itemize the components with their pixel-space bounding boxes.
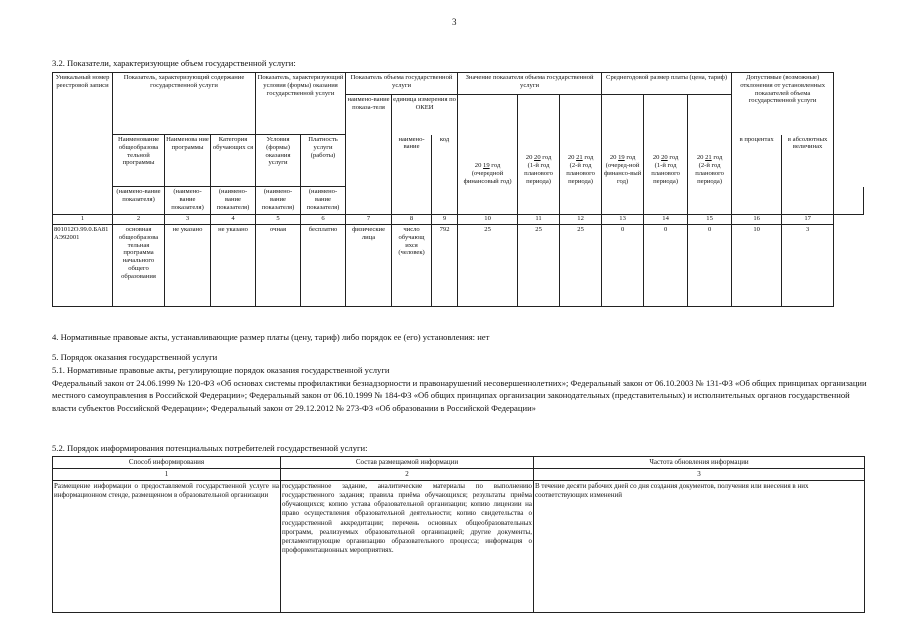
section-5-1-text: Федеральный закон от 24.06.1999 № 120-ФЗ «Об основах системы профилактики безнадзорности и правонарушений несовершеннолетних»; Федеральный закон от 06.10.2003 № 131-ФЗ «Об общих принципах организации местного самоуправления в Российской Федерации»; Федеральный закон от 06.10.1999 № 184-ФЗ «Об общих принципах организации законодательных (представительных) и исполнительных органов государственной власти субъектов Российской Федерации»; Федеральный закон от 29.12.2012 № 273-ФЗ «Об образовании в Российской Федерации» — [52, 378, 867, 413]
cell-deviation-percent: 10 — [732, 225, 782, 307]
header-information-content: Состав размещаемой информации — [281, 457, 534, 469]
blank-cell — [834, 187, 864, 215]
column-number: 13 — [602, 215, 644, 225]
column-number: 14 — [644, 215, 688, 225]
column-number: 17 — [782, 215, 834, 225]
column-number: 5 — [256, 215, 301, 225]
header-volume-value: Значение показателя объема государственной услуги — [458, 73, 602, 95]
cell-registry-number: 801012О.99.0.БА81АЭ92001 — [53, 225, 113, 307]
volume-indicators-table — [52, 72, 864, 307]
blank-cell — [644, 187, 688, 215]
blank-cell — [688, 187, 732, 215]
subheader-service-form: Условия (формы) оказания услуги — [256, 135, 301, 187]
header-fee-year-2: 20 20 год (1-й год планового периода) — [644, 95, 688, 187]
column-number: 3 — [534, 469, 865, 481]
informing-table — [52, 456, 865, 613]
subheader-deviation-absolute: в абсолютных величинах — [782, 135, 834, 215]
cell-fee-year-1: 0 — [602, 225, 644, 307]
header-year-3: 20 21 год (2-й год планового периода) — [560, 95, 602, 187]
header-update-frequency: Частота обновления информации — [534, 457, 865, 469]
cell-service-form: очная — [256, 225, 301, 307]
subheader-service-payment: Платность услуги (работы) — [301, 135, 346, 187]
column-number: 9 — [432, 215, 458, 225]
section-3-2-heading: 3.2. Показатели, характеризующие объем государственной услуги: — [52, 58, 296, 68]
column-number: 10 — [458, 215, 518, 225]
column-number: 8 — [392, 215, 432, 225]
subheader-program: Наименова ние программы — [165, 135, 211, 187]
cell-unit-code: 792 — [432, 225, 458, 307]
section-4-text: 4. Нормативные правовые акты, устанавливающие размер платы (цену, тариф) либо порядок ее (его) установления: нет — [52, 332, 490, 342]
column-number: 3 — [165, 215, 211, 225]
cell-informing-method: Размещение информации о предоставляемой государственной услуге на информационном стенде, размещенном в образовательной организации — [53, 481, 281, 613]
header-informing-method: Способ информирования — [53, 457, 281, 469]
header-average-fee: Среднегодовой размер платы (цена, тариф) — [602, 73, 732, 95]
name-note-4: (наимено-вание показателя) — [211, 187, 256, 215]
name-note-6: (наимено-вание показателя) — [301, 187, 346, 215]
cell-program-name: основная общеобразова тельная программа начального общего образования — [113, 225, 165, 307]
page-number: 3 — [452, 17, 457, 27]
name-note-5: (наимено-вание показателя) — [256, 187, 301, 215]
cell-value-year-3: 25 — [560, 225, 602, 307]
column-number: 16 — [732, 215, 782, 225]
header-fee-year-1: 20 19 год (очеред-ной финансо-вый год) — [602, 95, 644, 187]
column-number: 2 — [281, 469, 534, 481]
blank-cell — [458, 187, 518, 215]
name-note-3: (наимено-вание показателя) — [165, 187, 211, 215]
section-5-1-heading: 5.1. Нормативные правовые акты, регулирующие порядок оказания государственной услуги — [52, 365, 390, 375]
header-conditions-indicator: Показатель, характеризующий условия (формы) оказания государственной услуги — [256, 73, 346, 135]
column-number: 2 — [113, 215, 165, 225]
column-number: 15 — [688, 215, 732, 225]
blank-cell — [560, 187, 602, 215]
header-unique-number: Уникальный номер реестровой записи — [53, 73, 113, 135]
subheader-unit-code: код — [432, 135, 458, 215]
cell-deviation-absolute: 3 — [782, 225, 834, 307]
blank-cell — [53, 187, 113, 215]
blank-cell — [53, 135, 113, 187]
subheader-program-name: Наименование общеобразова тельной программы — [113, 135, 165, 187]
header-year-1: 20 19 год (очередной финансовый год) — [458, 95, 518, 187]
cell-value-year-2: 25 — [518, 225, 560, 307]
header-indicator-name: наимено-вание показа-теля — [346, 95, 392, 215]
cell-value-year-1: 25 — [458, 225, 518, 307]
column-number: 7 — [346, 215, 392, 225]
column-number: 6 — [301, 215, 346, 225]
column-number: 4 — [211, 215, 256, 225]
subheader-unit-name: наимено-вание — [392, 135, 432, 215]
blank-cell — [518, 187, 560, 215]
column-number: 12 — [560, 215, 602, 225]
cell-unit-name: число обучающ ихся (человек) — [392, 225, 432, 307]
name-note-2: (наимено-вание показателя) — [113, 187, 165, 215]
cell-program: не указано — [165, 225, 211, 307]
section-5-2-heading: 5.2. Порядок информирования потенциальных потребителей государственной услуги: — [52, 443, 368, 453]
cell-fee-year-2: 0 — [644, 225, 688, 307]
cell-update-frequency: В течение десяти рабочих дней со дня создания документов, получения или внесения в них соответствующих изменений — [534, 481, 865, 613]
cell-service-payment: бесплатно — [301, 225, 346, 307]
section-5-heading: 5. Порядок оказания государственной услуги — [52, 352, 218, 362]
column-number: 1 — [53, 215, 113, 225]
blank-cell — [602, 187, 644, 215]
column-number: 11 — [518, 215, 560, 225]
column-number: 1 — [53, 469, 281, 481]
header-content-indicator: Показатель, характеризующий содержание государственной услуги — [113, 73, 256, 135]
header-fee-year-3: 20 21 год (2-й год планового периода) — [688, 95, 732, 187]
subheader-deviation-percent: в процентах — [732, 135, 782, 215]
cell-information-content: государственное задание, аналитические материалы по выполнению государственного задания; правила приёма обучающихся; результаты приёма обучающихся; копию устава образовательной организации; копию лицензии на право осуществления образовательной деятельности; копию свидетельства о государственной аккредитации; перечень основных общеобразовательных программ, реализуемых образовательной организацией; другие документы, регламентирующие организацию образовательного процесса; информация о профориентационных мероприятиях. — [281, 481, 534, 613]
header-unit-okei: единица измерения по ОКЕИ — [392, 95, 458, 135]
header-permissible-deviation: Допустимые (возможные) отклонения от установленных показателей объема государственной услуги — [732, 73, 834, 135]
cell-indicator-name: физические лица — [346, 225, 392, 307]
cell-student-category: не указано — [211, 225, 256, 307]
header-year-2: 20 20 год (1-й год планового периода) — [518, 95, 560, 187]
header-volume-indicator: Показатель объема государственной услуги — [346, 73, 458, 95]
subheader-student-category: Категория обучающих ся — [211, 135, 256, 187]
cell-fee-year-3: 0 — [688, 225, 732, 307]
